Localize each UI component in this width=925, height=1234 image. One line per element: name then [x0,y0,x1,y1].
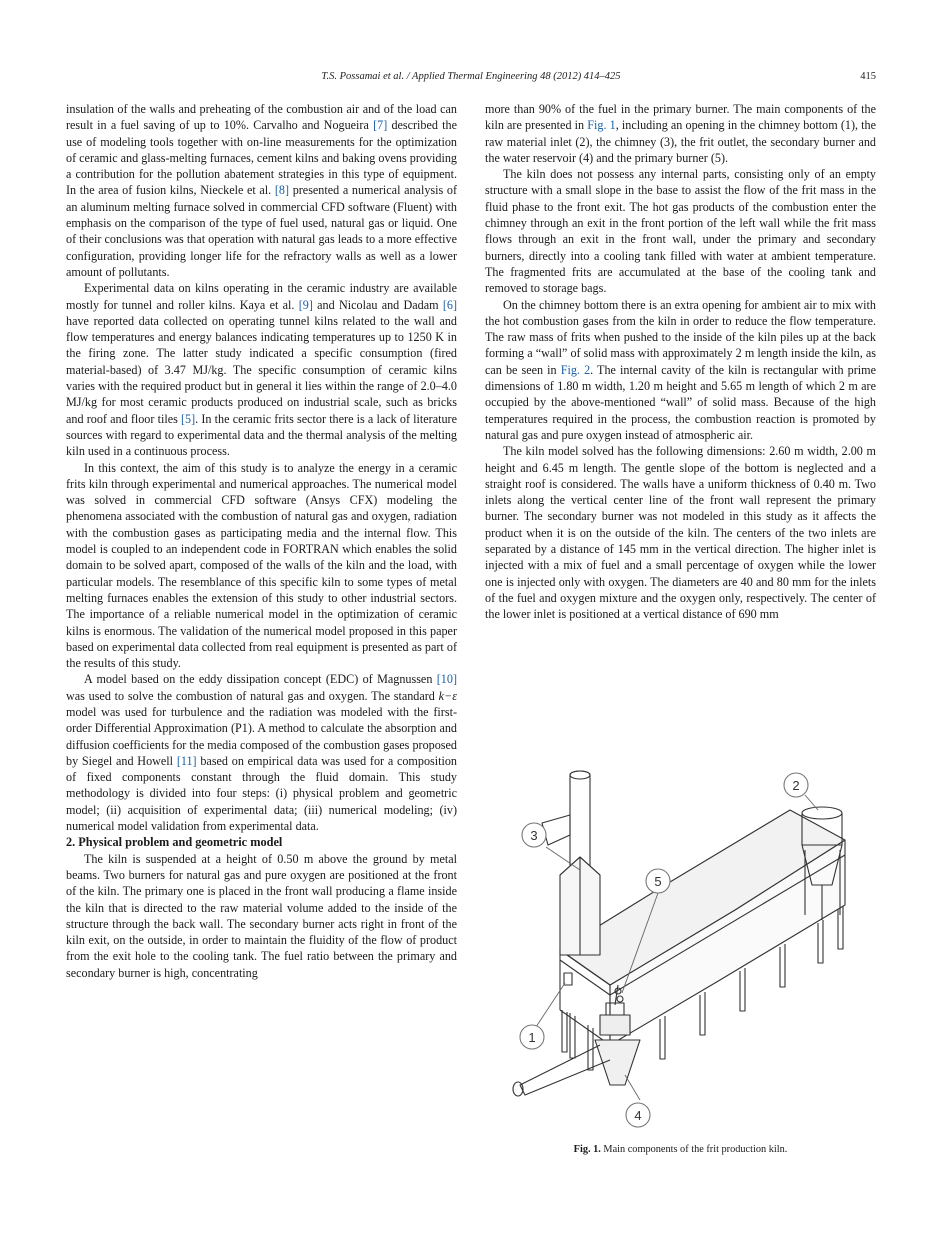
callout-1: 1 [528,1030,536,1045]
math-symbol: k−ε [438,688,457,703]
left-column [66,101,457,981]
running-title: T.S. Possamai et al. / Applied Thermal Engineering 48 (2012) 414–425 [321,71,621,82]
citation-link[interactable]: [5] [181,411,196,426]
citation-link[interactable]: [6] [442,297,457,312]
paragraph: The kiln model solved has the following dimensions: 2.60 m width, 2.00 m height and 6.45 m length. The gentle slope of the bottom is neglected and a straight roof is considered. The walls have a uniform thickness of 0.40 m. Two inlets along the vertical center line of the front wall represent the primary burner. The secondary burner was not modeled in this study as it affects the product when it is on the outside of the kiln. The centers of the two inlets are separated by a distance of 145 mm in the vertical direction. The higher inlet is injected with a mix of fuel and a small percentage of oxygen while the lower one is injected only with oxygen. The diameters are 40 and 80 mm for the inlets of the fuel and oxygen mixture and the oxygen only, respectively. The center of the lower inlet is positioned at a vertical distance of 690 mm [485,444,876,622]
caption-text: Main components of the frit production kiln. [600,1144,788,1155]
figure-caption [485,1144,876,1155]
kiln-figure [500,755,865,1135]
paragraph: insulation of the walls and preheating of the combustion air and of the load can result in a fuel saving of up to 10%. Carvalho and Nogueira [7] described the use of modeling tools together with on-line measurements for the optimization of ceramic and glass-melting furnaces, cement kilns and baking ovens providing a contribution for the pollution abatement strategies in this type of equipment. In the area of fusion kilns, Nieckele et al. [8] presented a numerical analysis of an aluminum melting furnace solved in commercial CFD software (Fluent) with emphasis on the comparison of the type of fuel used, natural gas or liquid. One of their conclusions was that operation with natural gas leads to a more effective configuration, providing longer life for the refractory walls as well as a lower amount of pollutants. [66,102,458,279]
chimney [542,771,600,955]
right-column [485,101,876,623]
citation-link[interactable]: [9] [298,297,313,312]
paragraph: The kiln does not possess any internal parts, consisting only of an empty structure with a small slope in the base to assist the flow of the frit mass in the fluid phase to the front exit. The hot gas products of the combustion enter the chimney through an exit in the front portion of the left wall while the frit mass flows through an exit in the front wall, under the primary and secondary burners, directly into a cooling tank filled with water at ambient temperature. The fragmented frits are accumulated at the base of the cooling tank and removed to storage bags. [485,167,876,296]
section-heading: 2. Physical problem and geometric model [66,835,283,850]
paragraph: Experimental data on kilns operating in the ceramic industry are available mostly for tunnel and roller kilns. Kaya et al. [9] and Nicolau and Dadam [6] have reported data collected on operating tunnel kilns related to the wall and flow temperatures and energy balances indicating temperatures up to 1250 K in the firing zone. The latter study indicated a specific consumption (fired material-based) of 3.47 MJ/kg. The specific consumption of ceramic kilns varies with the required product but in general it lies within the range of 2.0–4.0 MJ/kg for most ceramic products produced on industrial scale, such as bricks and roof and floor tiles [5]. In the ceramic frits sector there is a lack of literature sources with regard to experimental data and the thermal analysis of the melting kiln used in a continuous process. [66,281,457,459]
callout-4: 4 [634,1108,642,1123]
citation-link[interactable]: [7] [373,118,388,133]
figure-link[interactable]: Fig. 2 [560,362,591,377]
paragraph: The kiln is suspended at a height of 0.50 m above the ground by metal beams. Two burners for natural gas and pure oxygen are positioned at the front of the kiln. The primary one is placed in the front wall producing a flame inside the kiln that is directed to the raw material volume added to the inside of the structure through the back wall. The secondary burner acts right in front of the kiln exit, on the outside, in order to maintain the fluidity of the flow of product from the exit hole to the cooling tank. The fuel ratio between the primary and secondary burner is high, concentrating [66,851,457,980]
callout-3: 3 [530,828,538,843]
page-number: 415 [860,71,876,82]
kiln-diagram [500,755,865,1135]
paragraph: In this context, the aim of this study is to analyze the energy in a ceramic frits kiln through experimental and numerical approaches. The numerical model was solved in commercial CFD software (Ansys CFX) modeling the phenomena associated with the combustion of natural gas and oxygen, radiation with the combustion gases as participating media and the internal flow. This model is coupled to an independent code in FORTRAN which enables the solid domain to be solved apart, composed of the walls of the kiln and the load, with particular models. The resemblance of this specific kiln to some types of metal melting furnaces enables the extension of this study to other industrial sectors. The importance of a reliable numerical model in the optimization of ceramic kilns is enormous. The validation of the numerical model proposed in this paper based on experimental data collected from real equipment is presented as part of the results of this study. [66,460,457,671]
figure-link[interactable]: Fig. 1 [587,118,616,133]
citation-link[interactable]: [11] [176,753,197,768]
callout-5: 5 [654,874,662,889]
running-header [66,71,876,87]
callout-2: 2 [792,778,800,793]
paragraph: On the chimney bottom there is an extra opening for ambient air to mix with the hot combustion gases from the kiln in order to reduce the flow temperature. The raw mass of frits when pushed to the inside of the kiln piles up at the back forming a “wall” of solid mass with approximately 2 m length inside the kiln, as can be seen in Fig. 2. The internal cavity of the kiln is rectangular with prime dimensions of 1.80 m width, 1.20 m height and 5.65 m length of which 2 m are occupied by the above-mentioned “wall” of solid mass. Because of the high temperatures required in the process, the combustion reaction is promoted by natural gas and pure oxygen instead of atmospheric air. [485,297,877,442]
caption-label: Fig. 1. [573,1144,601,1155]
citation-link[interactable]: [10] [436,672,457,687]
citation-link[interactable]: [8] [274,183,290,198]
paragraph: more than 90% of the fuel in the primary burner. The main components of the kiln are presented in Fig. 1, including an opening in the chimney bottom (1), the raw material inlet (2), the chimney (3), the frit outlet, the secondary burner and the water reservoir (4) and the primary burner (5). [485,102,876,165]
paragraph: A model based on the eddy dissipation concept (EDC) of Magnussen [10] was used to solve the combustion of natural gas and oxygen. The standard k−ε model was used for turbulence and the radiation was modeled with the first-order Differential Approximation (P1). A method to calculate the absorption and diffusion coefficients for the media composed of the combustion gases proposed by Siegel and Howell [11] based on empirical data was used for a composition of fixed components constant through the fluid domain. This study methodology is divided into four steps: (i) physical problem and geometric model; (ii) acquisition of experimental data; (iii) numerical modeling; (iv) numerical model validation from experimental data. [66,672,457,834]
